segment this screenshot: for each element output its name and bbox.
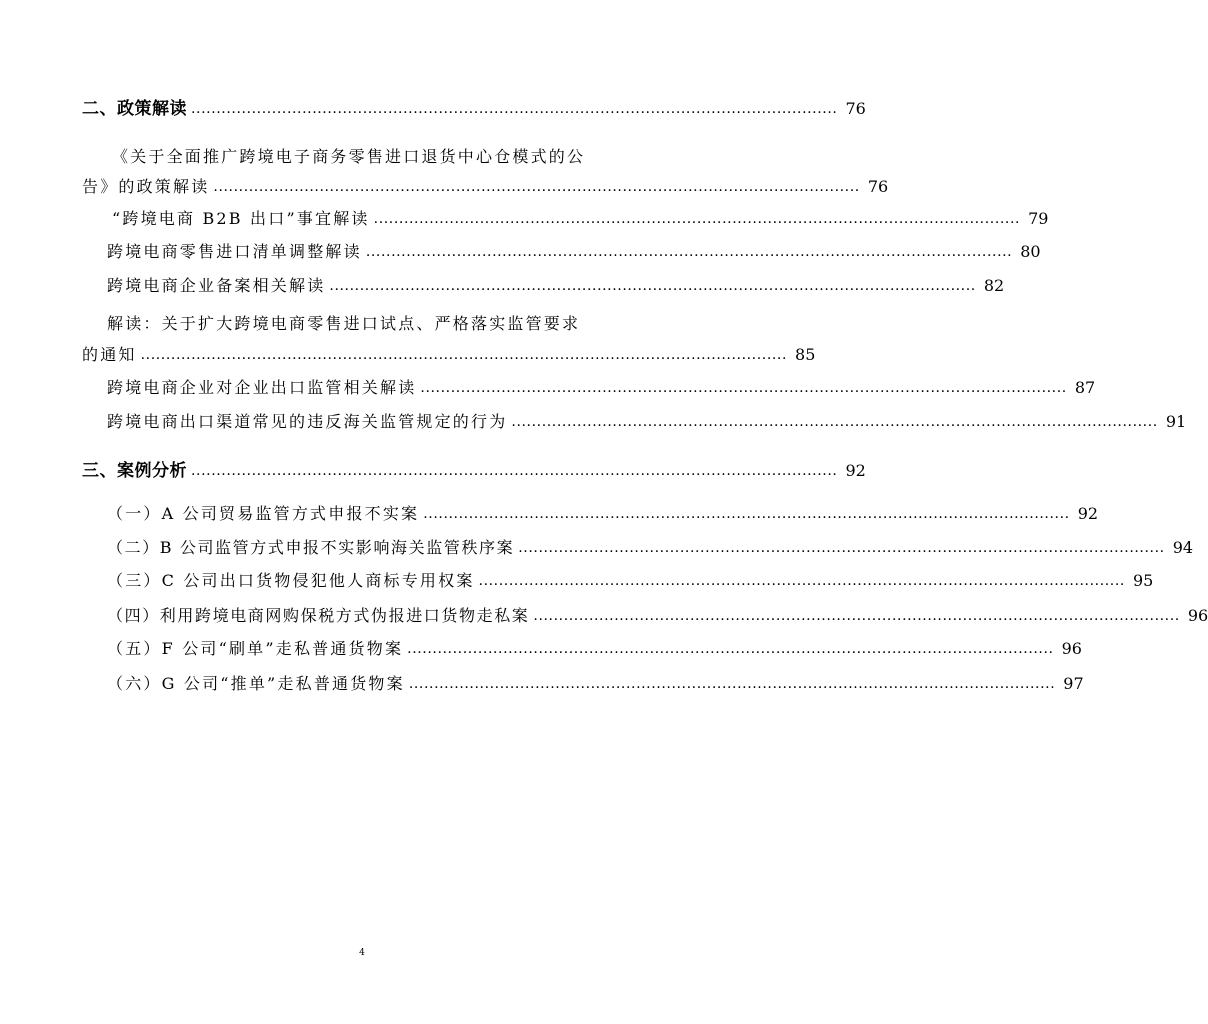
toc-entry-case-4[interactable] <box>0 601 1208 631</box>
toc-entry-title: 跨境电商企业备案相关解读 <box>107 276 326 295</box>
toc-entry-title: 跨境电商企业对企业出口监管相关解读 <box>107 378 417 397</box>
toc-page-number: 91 <box>1165 412 1187 431</box>
toc-entry-2-6[interactable] <box>0 373 1096 403</box>
toc-entry-section-2[interactable] <box>0 94 866 124</box>
toc-entry-case-1[interactable] <box>0 499 1099 529</box>
toc-page-number: 96 <box>1187 606 1208 625</box>
toc-leader-dots: ................................................................................................................................ <box>191 101 838 117</box>
toc-leader-dots: ................................................................................................................................ <box>365 244 1013 260</box>
toc-entry-case-5[interactable] <box>0 634 1082 664</box>
toc-entry-2-3[interactable] <box>0 237 1041 267</box>
toc-page-number: 80 <box>1020 242 1041 261</box>
toc-page-number: 96 <box>1061 639 1082 658</box>
toc-page-number: 82 <box>983 276 1005 295</box>
toc-entry-title: （五）F 公司“刷单”走私普通货物案 <box>107 639 404 658</box>
toc-entry-2-7[interactable] <box>0 407 1187 437</box>
toc-entry-2-5[interactable] <box>0 340 816 370</box>
toc-entry-title: （一）A 公司贸易监管方式申报不实案 <box>107 504 420 523</box>
toc-leader-dots: ................................................................................................................................ <box>191 463 838 479</box>
toc-entry-case-2[interactable] <box>0 533 1194 563</box>
toc-leader-dots: ................................................................................................................................ <box>373 211 1021 227</box>
toc-leader-dots: ................................................................................................................................ <box>420 380 1067 396</box>
toc-entry-title: 跨境电商零售进口清单调整解读 <box>107 242 362 261</box>
toc-page-number: 76 <box>845 99 866 118</box>
toc-entry-title-line2: 告》的政策解读 <box>82 177 210 196</box>
toc-entry-case-3[interactable] <box>0 566 1154 596</box>
toc-entry-2-2[interactable] <box>0 204 1049 234</box>
toc-leader-dots: ................................................................................................................................ <box>423 506 1070 522</box>
toc-leader-dots: ................................................................................................................................ <box>329 278 976 294</box>
toc-entry-section-3[interactable] <box>0 456 866 486</box>
toc-entry-title: 三、案例分析 <box>82 461 187 481</box>
toc-leader-dots: ................................................................................................................................ <box>407 641 1054 657</box>
toc-entry-title: 二、政策解读 <box>82 99 187 119</box>
toc-page-number: 76 <box>867 177 889 196</box>
page-number-footer: 4 <box>359 948 365 958</box>
toc-leader-dots: ................................................................................................................................ <box>518 540 1165 556</box>
toc-entry-title: （三）C 公司出口货物侵犯他人商标专用权案 <box>107 571 475 590</box>
toc-entry-title: （二）B 公司监管方式申报不实影响海关监管秩序案 <box>107 538 515 557</box>
toc-page-number: 97 <box>1063 674 1084 693</box>
toc-entry-title-line1[interactable]: 解读：关于扩大跨境电商零售进口试点、严格落实监管要求 <box>107 314 581 333</box>
toc-leader-dots: ................................................................................................................................ <box>478 573 1125 589</box>
toc-entry-title: （四）利用跨境电商网购保税方式伪报进口货物走私案 <box>107 606 530 625</box>
toc-page-number: 87 <box>1074 378 1096 397</box>
toc-page-number: 95 <box>1132 571 1154 590</box>
toc-entry-title-line2: 的通知 <box>82 345 137 364</box>
toc-page-number: 92 <box>845 461 866 480</box>
toc-entry-2-1[interactable] <box>0 172 889 202</box>
toc-entry-title: “跨境电商 B2B 出口”事宜解读 <box>112 209 370 228</box>
toc-page-number: 79 <box>1028 209 1049 228</box>
toc-page-number: 92 <box>1077 504 1099 523</box>
toc-leader-dots: ................................................................................................................................ <box>511 414 1158 430</box>
toc-entry-case-6[interactable] <box>0 669 1084 699</box>
toc-leader-dots: ................................................................................................................................ <box>408 676 1056 692</box>
toc-page-number: 94 <box>1172 538 1194 557</box>
toc-entry-title: 跨境电商出口渠道常见的违反海关监管规定的行为 <box>107 412 508 431</box>
toc-entry-2-4[interactable] <box>0 271 1005 301</box>
toc-leader-dots: ................................................................................................................................ <box>213 179 860 195</box>
toc-entry-title: （六）G 公司“推单”走私普通货物案 <box>107 674 405 693</box>
toc-leader-dots: ................................................................................................................................ <box>533 608 1180 624</box>
toc-page-number: 85 <box>795 345 816 364</box>
toc-leader-dots: ................................................................................................................................ <box>140 347 788 363</box>
toc-entry-title-line1[interactable]: 《关于全面推广跨境电子商务零售进口退货中心仓模式的公 <box>112 147 586 166</box>
